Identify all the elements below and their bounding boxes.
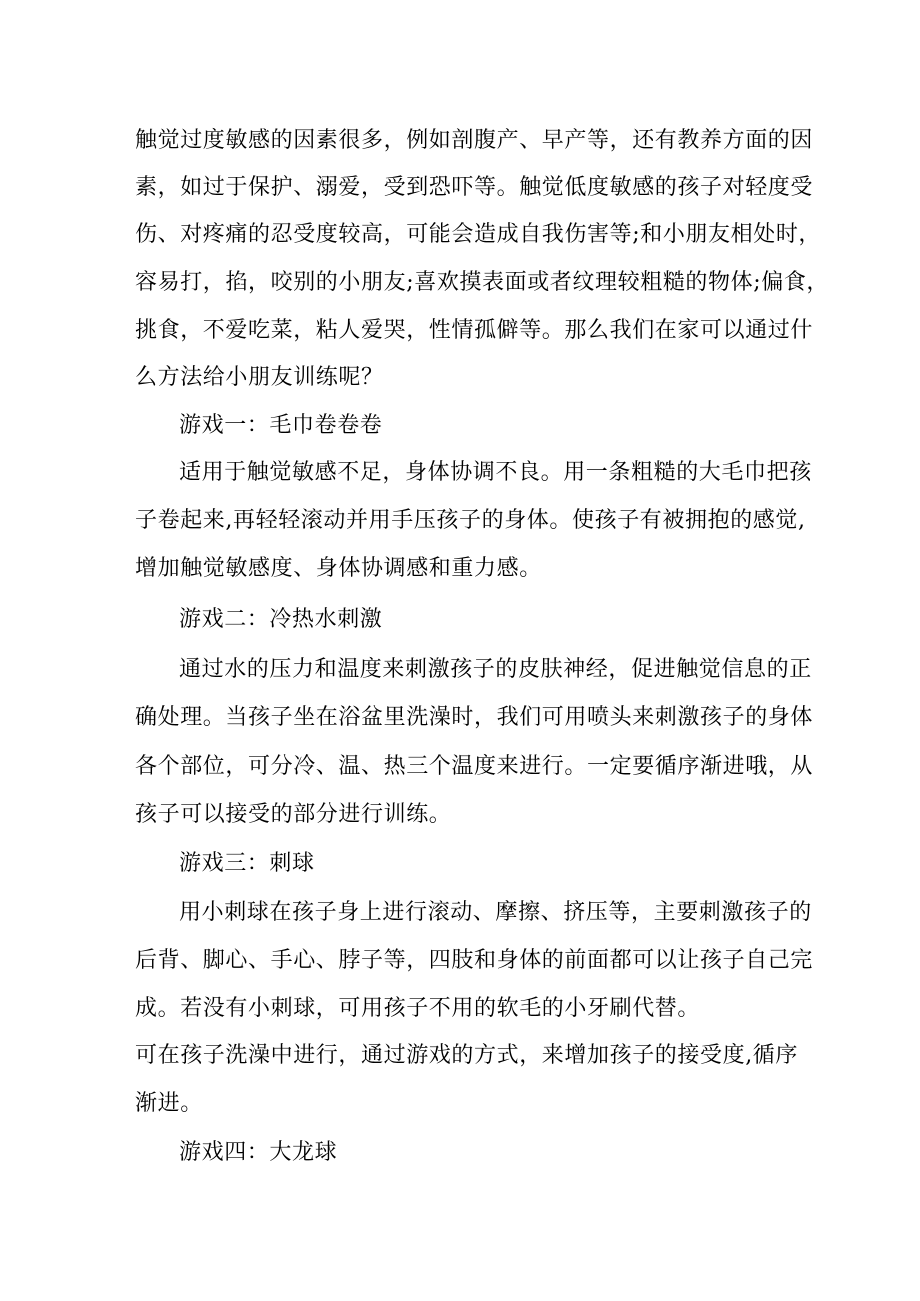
- text-line: 伤、对疼痛的忍受度较高，可能会造成自我伤害等;和小朋友相处时，: [135, 222, 822, 247]
- text-line: 适用于触觉敏感不足，身体协调不良。用一条粗糙的大毛巾把孩: [179, 460, 812, 485]
- text-line: 用小刺球在孩子身上进行滚动、摩擦、挤压等，主要刺激孩子的: [179, 900, 812, 925]
- text-line: 渐进。: [135, 1091, 203, 1116]
- section-heading: 游戏三：刺球: [179, 851, 315, 876]
- text-line: 确处理。当孩子坐在浴盆里洗澡时，我们可用喷头来刺激孩子的身体: [135, 705, 814, 730]
- text-line: 挑食，不爱吃菜，粘人爱哭，性情孤僻等。那么我们在家可以通过什: [135, 318, 814, 343]
- text-line: 各个部位，可分冷、温、热三个温度来进行。一定要循序渐进哦，从: [135, 754, 814, 779]
- text-line: 成。若没有小刺球，可用孩子不用的软毛的小牙刷代替。: [135, 996, 701, 1021]
- text-line: 素，如过于保护、溺爱，受到恐吓等。触觉低度敏感的孩子对轻度受: [135, 175, 814, 200]
- text-line: 孩子可以接受的部分进行训练。: [135, 802, 452, 827]
- text-line: 增加触觉敏感度、身体协调感和重力感。: [135, 556, 542, 581]
- text-line: 触觉过度敏感的因素很多，例如剖腹产、早产等，还有教养方面的因: [135, 128, 814, 153]
- text-line: 容易打，掐，咬别的小朋友;喜欢摸表面或者纹理较粗糙的物体;偏食，: [135, 270, 830, 295]
- text-line: 后背、脚心、手心、脖子等，四肢和身体的前面都可以让孩子自己完: [135, 948, 814, 973]
- section-heading: 游戏四：大龙球: [179, 1140, 338, 1165]
- section-heading: 游戏二：冷热水刺激: [179, 607, 383, 632]
- text-line: 可在孩子洗澡中进行，通过游戏的方式，来增加孩子的接受度,循序: [135, 1043, 798, 1068]
- section-heading: 游戏一：毛巾卷卷卷: [179, 413, 383, 438]
- text-line: 子卷起来,再轻轻滚动并用手压孩子的身体。使孩子有被拥抱的感觉,: [135, 508, 806, 533]
- text-line: 通过水的压力和温度来刺激孩子的皮肤神经，促进触觉信息的正: [179, 657, 812, 682]
- text-line: 么方法给小朋友训练呢？: [135, 365, 384, 390]
